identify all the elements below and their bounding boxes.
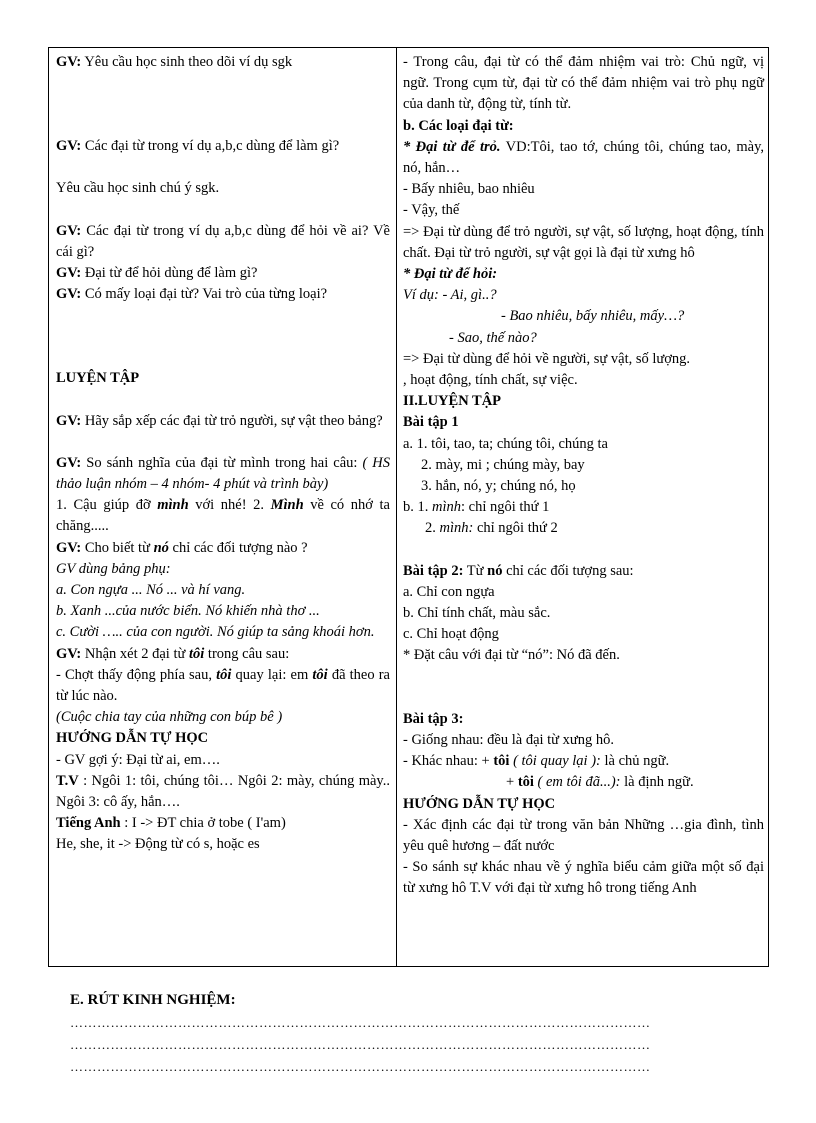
right-line: - Vậy, thế: [403, 202, 460, 219]
right-line: - Khác nhau: + tôi ( tôi quay lại ): là chủ ngữ.: [403, 753, 670, 770]
right-line: - Giống nhau: đều là đại từ xưng hô.: [403, 731, 615, 748]
right-line: 3. hắn, nó, y; chúng nó, họ: [421, 478, 576, 495]
right-line: => Đại từ dùng để hỏi về người, sự vật, số lượng.: [403, 350, 691, 367]
section-e: [70, 990, 760, 1078]
left-line: Yêu cầu học sinh chú ý sgk.: [56, 180, 220, 197]
left-line: GV: Hãy sắp xếp các đại từ trỏ người, sự vật theo bảng?: [56, 412, 383, 429]
right-line: b. Các loại đại từ:: [403, 117, 514, 134]
right-line: * Đại từ để trỏ. VD:Tôi, tao tớ, chúng tôi, chúng tao, mày, nó, hắn…: [403, 138, 765, 177]
right-line: c. Chỉ hoạt động: [403, 626, 499, 643]
left-line: GV: Cho biết từ nó chỉ các đối tượng nào ?: [56, 539, 308, 556]
right-line: Bài tập 3:: [403, 710, 464, 727]
left-line: GV: So sánh nghĩa của đại từ mình trong hai câu: ( HS thảo luận nhóm – 4 nhóm- 4 phút và trình bày): [56, 454, 390, 493]
left-line: GV: Các đại từ trong ví dụ a,b,c dùng để làm gì?: [56, 138, 340, 155]
left-line: GV: Nhận xét 2 đại từ tôi trong câu sau:: [56, 645, 290, 662]
left-line: - Chợt thấy động phía sau, tôi quay lại: em tôi đã theo ra từ lúc nào.: [56, 666, 390, 705]
right-line: + tôi ( em tôi đã...): là định ngữ.: [506, 774, 694, 791]
left-line: Tiếng Anh : I -> ĐT chia ở tobe ( I'am): [56, 815, 286, 832]
right-line: , hoạt động, tính chất, sự việc.: [403, 372, 578, 389]
right-line: b. Chỉ tính chất, màu sắc.: [403, 605, 551, 622]
right-line: - Xác định các đại từ trong văn bản Những …gia đình, tình yêu quê hương – đất nước: [403, 816, 764, 854]
right-line: a. 1. tôi, tao, ta; chúng tôi, chúng ta: [403, 435, 608, 452]
lesson-table: [48, 47, 769, 967]
right-line: - Bấy nhiêu, bao nhiêu: [403, 181, 535, 198]
left-line: He, she, it -> Động từ có s, hoặc es: [56, 836, 260, 853]
right-line: 2. mày, mi ; chúng mày, bay: [421, 456, 585, 473]
right-line: Bài tập 1: [403, 414, 459, 431]
teacher-activity-column: [49, 48, 396, 966]
huong-dan-heading-right: HƯỚNG DẪN TỰ HỌC: [403, 795, 556, 812]
content-column: [397, 48, 770, 966]
left-line: c. Cười ….. của con người. Nó giúp ta sảng khoái hơn.: [56, 624, 375, 641]
left-line: GV: Đại từ để hỏi dùng để làm gì?: [56, 265, 258, 282]
right-line: Bài tập 2: Từ nó chỉ các đối tượng sau:: [403, 562, 634, 579]
right-line: b. 1. mình: chỉ ngôi thứ 1: [403, 499, 550, 516]
right-line: a. Chỉ con ngựa: [403, 583, 495, 600]
section-e-title: E. RÚT KINH NGHIỆM:: [70, 992, 236, 1008]
dotted-line: …………………………………………………………………………………………………………………: [70, 1037, 651, 1052]
right-line: - Trong câu, đại từ có thể đảm nhiệm vai trò: Chủ ngữ, vị ngữ. Trong cụm từ, đại từ có thể đảm nhiệm vai trò phụ ngữ của danh từ, động từ, tính từ.: [403, 54, 764, 113]
left-line: (Cuộc chia tay của những con búp bê ): [56, 709, 283, 726]
right-line: * Đại từ để hỏi:: [403, 266, 498, 283]
right-line: - Bao nhiêu, bấy nhiêu, mấy…?: [501, 308, 685, 325]
luyen-tap-heading: LUYỆN TẬP: [56, 370, 140, 387]
left-line: GV: Các đại từ trong ví dụ a,b,c dùng để hỏi về ai? Về cái gì?: [56, 222, 390, 260]
left-line: a. Con ngựa ... Nó ... và hí vang.: [56, 582, 246, 599]
right-line: Ví dụ: - Ai, gì..?: [403, 287, 497, 304]
dotted-line: …………………………………………………………………………………………………………………: [70, 1015, 651, 1030]
huong-dan-heading-left: HƯỚNG DẪN TỰ HỌC: [56, 730, 209, 747]
right-line: - Sao, thế nào?: [449, 329, 537, 346]
left-line: GV dùng bảng phụ:: [56, 560, 171, 577]
left-line: - GV gợi ý: Đại từ ai, em….: [56, 751, 220, 768]
left-line: T.V : Ngôi 1: tôi, chúng tôi… Ngôi 2: mày, chúng mày.. Ngôi 3: cô ấy, hắn….: [56, 772, 390, 811]
dotted-line: …………………………………………………………………………………………………………………: [70, 1059, 651, 1074]
right-line: - So sánh sự khác nhau về ý nghĩa biểu cảm giữa một số đại từ xưng hô T.V với đại từ xưng hô trong tiếng Anh: [403, 859, 764, 897]
left-line: b. Xanh ...của nước biển. Nó khiến nhà thơ ...: [56, 603, 320, 620]
left-line: GV: Yêu cầu học sinh theo dõi ví dụ sgk: [56, 54, 293, 70]
right-line: => Đại từ dùng để trỏ người, sự vật, số lượng, hoạt động, tính chất. Đại từ trỏ người, sự vật gọi là đại từ xưng hô: [403, 223, 764, 261]
left-line: 1. Cậu giúp đỡ mình với nhé! 2. Mình về có nhớ ta chăng.....: [56, 497, 390, 535]
right-line: * Đặt câu với đại từ “nó”: Nó đã đến.: [403, 647, 620, 664]
right-line: 2. mình: chỉ ngôi thứ 2: [425, 520, 558, 537]
right-line: II.LUYỆN TẬP: [403, 393, 502, 410]
left-line: GV: Có mấy loại đại từ? Vai trò của từng loại?: [56, 286, 328, 303]
